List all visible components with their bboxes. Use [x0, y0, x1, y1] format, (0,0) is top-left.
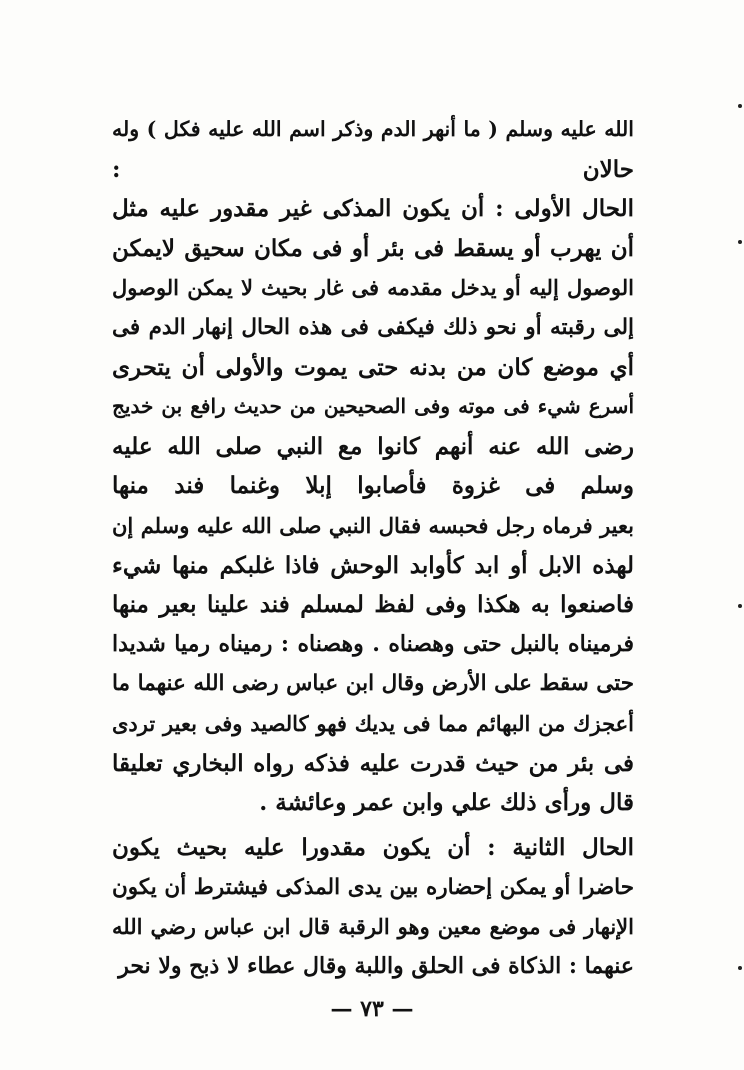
margin-dot — [738, 104, 742, 108]
text-line: حتى سقط على الأرض وقال ابن عباس رضى الله عنهما ما — [112, 671, 634, 697]
text-line: إلى رقبته أو نحو ذلك فيكفى فى هذه الحال إنهار الدم فى — [112, 314, 634, 340]
text-line: حاضرا أو يمكن إحضاره بين يدى المذكى فيشترط أن يكون — [112, 874, 634, 900]
text-line: الوصول إليه أو يدخل مقدمه فى غار بحيث لا يمكن الوصول — [112, 275, 634, 301]
text-line: الله عليه وسلم ( ما أنهر الدم وذكر اسم الله عليه فكل ) وله — [112, 117, 634, 141]
text-line: الحال الثانية : أن يكون مقدورا عليه بحيث يكون — [112, 834, 634, 861]
text-line: لهذه الابل أو ابد كأوابد الوحش فاذا غلبكم منها شيء — [112, 551, 634, 579]
text-line: فى بئر من حيث قدرت عليه فذكه رواه البخاري تعليقا — [112, 749, 634, 777]
text-line: الحال الأولى : أن يكون المذكى غير مقدور عليه مثل — [112, 195, 634, 223]
margin-dot — [738, 966, 742, 970]
text-line: عنهما : الذكاة فى الحلق واللبة وقال عطاء لا ذبح ولا نحر — [118, 952, 634, 979]
text-line: الإنهار فى موضع معين وهو الرقبة قال ابن عباس رضي الله — [112, 914, 634, 940]
text-line: قال ورأى ذلك علي وابن عمر وعائشة . — [259, 789, 634, 817]
page-number: — ٧٣ — — [330, 996, 414, 1022]
paragraph-1 — [112, 110, 634, 823]
margin-dot — [738, 604, 742, 608]
paragraph-2 — [112, 828, 634, 986]
text-line: فرميناه بالنبل حتى وهصناه . وهصناه : رميناه رميا شديدا — [112, 630, 634, 657]
text-line: حالان : — [112, 155, 634, 183]
text-line: أسرع شيء فى موته وفى الصحيحين من حديث رافع بن خديج — [112, 394, 634, 419]
margin-dot — [738, 240, 742, 244]
text-line: بعير فرماه رجل فحبسه فقال النبي صلى الله عليه وسلم إن — [112, 512, 634, 538]
text-line: أن يهرب أو يسقط فى بئر أو فى مكان سحيق لايمكن — [112, 234, 634, 262]
text-line: أعجزك من البهائم مما فى يديك فهو كالصيد وفى بعير تردى — [112, 710, 634, 736]
text-line: فاصنعوا به هكذا وفى لفظ لمسلم فند علينا بعير منها — [112, 591, 634, 619]
text-line: أي موضع كان من بدنه حتى يموت والأولى أن يتحرى — [112, 353, 634, 381]
text-line: رضى الله عنه أنهم كانوا مع النبي صلى الله عليه — [112, 432, 634, 460]
text-line: وسلم فى غزوة فأصابوا إبلا وغنما فند منها — [112, 472, 634, 500]
